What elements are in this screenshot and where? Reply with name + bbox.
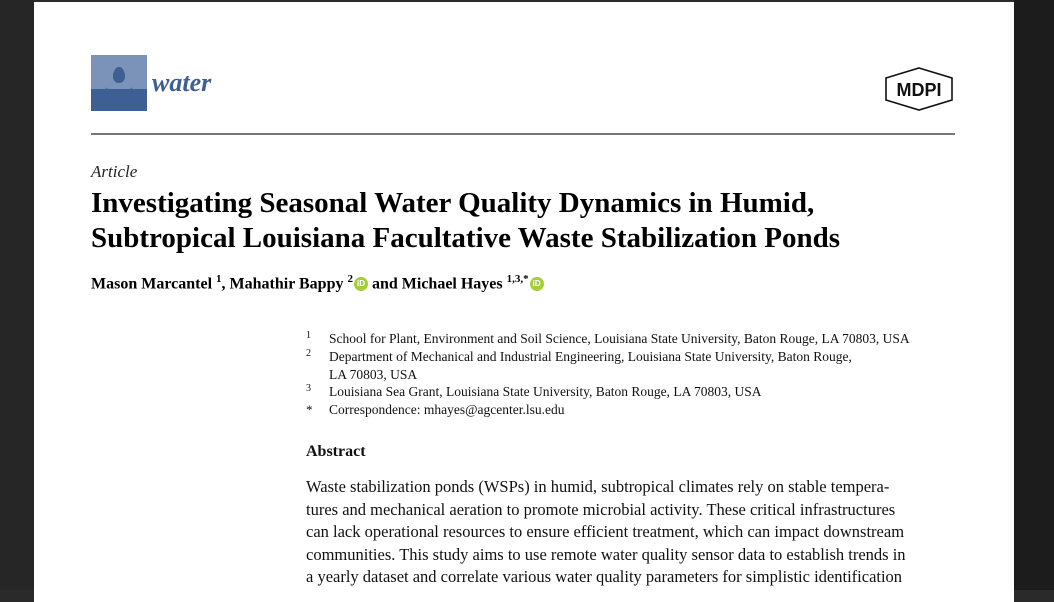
abstract-heading: Abstract	[306, 443, 366, 460]
author-affiliation-mark: 2	[347, 273, 353, 285]
pdf-page	[34, 2, 1014, 602]
author-list: Mason Marcantel $^1$, Mahathir Bappy $^2$ iD and Michael Hayes $^{1,3,*}$ iD	[91, 273, 544, 293]
correspondence-mark: *	[306, 402, 313, 418]
abstract-line: can lack operational resources to ensure efficient treatment, which can impact downstream	[306, 522, 905, 542]
affiliation-mark: 1	[306, 330, 311, 341]
viewer-scrollbar-area[interactable]	[1014, 0, 1054, 590]
author-affiliation-mark: 1	[216, 273, 222, 285]
abstract-line: communities. This study aims to use remote water quality sensor data to establish trends in	[306, 544, 906, 564]
affiliation-list	[306, 330, 966, 419]
affiliation-mark: 3	[306, 383, 311, 395]
journal-logo	[91, 55, 211, 111]
author-name: Mahathir Bappy	[229, 275, 344, 293]
orcid-icon[interactable]: iD	[530, 277, 544, 291]
affiliation-item: 1 School for Plant, Environment and Soil Science, Louisiana State University, Baton Rouge, LA 70803, USA	[306, 330, 966, 348]
article-type: Article	[91, 162, 138, 181]
water-drop-icon	[91, 55, 147, 111]
author-name: Mason Marcantel	[91, 275, 213, 293]
affiliation-mark: 2	[306, 347, 311, 359]
abstract-body	[306, 476, 956, 589]
title-line: Investigating Seasonal Water Quality Dynamics in Humid,	[91, 187, 815, 219]
affiliation-item: 2 Department of Mechanical and Industrial Engineering, Louisiana State University, Baton Rouge, LA 70803, USA	[306, 348, 966, 384]
title-line: Subtropical Louisiana Facultative Waste Stabilization Ponds	[91, 222, 841, 254]
correspondence-item: * Correspondence: mhayes@agcenter.lsu.edu	[306, 402, 565, 418]
abstract-line: Waste stabilization ponds (WSPs) in humid, subtropical climates rely on stable tempera-	[306, 477, 890, 496]
abstract-line: tures and mechanical aeration to promote microbial activity. These critical infrastructures	[306, 499, 896, 519]
publisher-name: MDPI	[896, 80, 942, 100]
author-affiliation-mark: 1,3,*	[506, 273, 529, 285]
viewer-left-margin	[0, 0, 34, 590]
header-rule	[91, 133, 955, 135]
article-title	[91, 186, 951, 256]
orcid-icon[interactable]: iD	[354, 277, 368, 291]
journal-name: water	[152, 68, 212, 97]
abstract-line: a yearly dataset and correlate various water quality parameters for simplistic identification	[306, 567, 903, 587]
publisher-logo	[882, 66, 956, 112]
author-name: Michael Hayes	[401, 275, 503, 293]
affiliation-item: 3 Louisiana Sea Grant, Louisiana State University, Baton Rouge, LA 70803, USA	[306, 383, 966, 401]
